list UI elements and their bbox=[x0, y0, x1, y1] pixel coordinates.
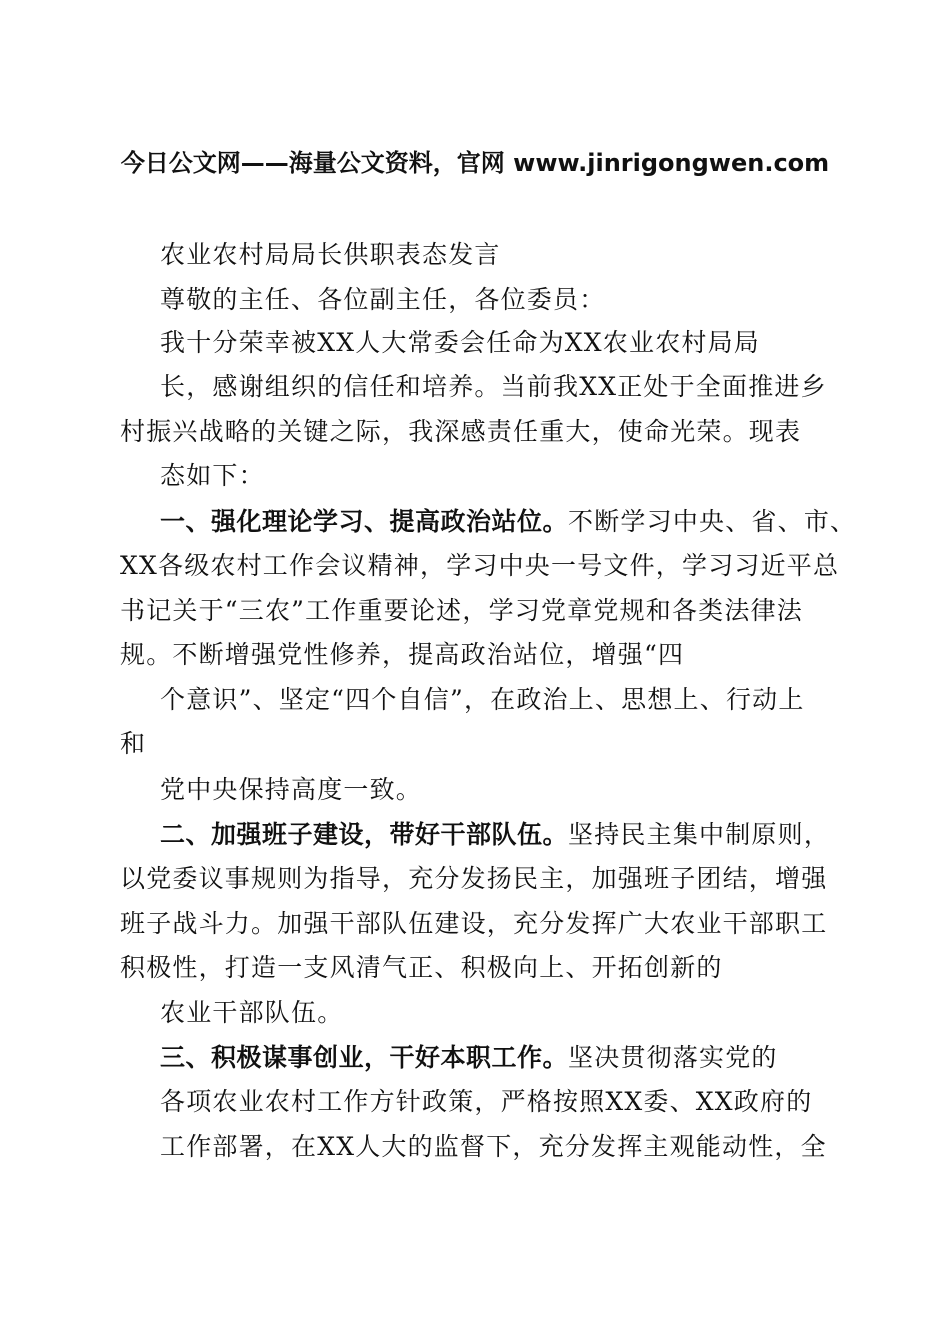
section3-first-rest: 坚决贯彻落实党的 bbox=[568, 1043, 778, 1072]
section2-line: 班子战斗力。加强干部队伍建设，充分发挥广大农业干部职工 bbox=[120, 909, 828, 938]
section1-line: 个意识”、坚定“四个自信”，在政治上、思想上、行动上 bbox=[160, 685, 805, 714]
section3-line: 工作部署，在XX人大的监督下，充分发挥主观能动性，全 bbox=[160, 1132, 827, 1161]
section1-first-rest: 不断学习中央、省、市、 bbox=[568, 507, 857, 536]
section1-line: XX各级农村工作会议精神，学习中央一号文件，学习习近平总 bbox=[120, 551, 840, 580]
site-header: 今日公文网——海量公文资料，官网 www.jinrigongwen.com bbox=[120, 149, 830, 177]
section1-line: 党中央保持高度一致。 bbox=[160, 775, 423, 804]
section1-heading: 一、强化理论学习、提高政治站位。 bbox=[160, 507, 569, 536]
section1-first-line bbox=[160, 505, 856, 539]
intro-line: 我十分荣幸被XX人大常委会任命为XX农业农村局局 bbox=[160, 328, 760, 357]
intro-line: 村振兴战略的关键之际，我深感责任重大，使命光荣。现表 bbox=[120, 417, 802, 446]
document-title: 农业农村局局长供职表态发言 bbox=[160, 240, 501, 269]
section2-first-line bbox=[160, 818, 830, 852]
salutation: 尊敬的主任、各位副主任，各位委员： bbox=[160, 285, 606, 314]
section1-line: 和 bbox=[120, 729, 147, 758]
section1-line: 规。不断增强党性修养，提高政治站位，增强“四 bbox=[120, 640, 685, 669]
section3-first-line bbox=[160, 1041, 778, 1075]
section2-line: 农业干部队伍。 bbox=[160, 998, 344, 1027]
section3-line: 各项农业农村工作方针政策，严格按照XX委、XX政府的 bbox=[160, 1087, 813, 1116]
section2-heading: 二、加强班子建设，带好干部队伍。 bbox=[160, 820, 569, 849]
intro-line: 长，感谢组织的信任和培养。当前我XX正处于全面推进乡 bbox=[160, 372, 827, 401]
section3-heading: 三、积极谋事创业，干好本职工作。 bbox=[160, 1043, 569, 1072]
section2-line: 积极性，打造一支风清气正、积极向上、开拓创新的 bbox=[120, 953, 723, 982]
section1-line: 书记关于“三农”工作重要论述，学习党章党规和各类法律法 bbox=[120, 596, 803, 625]
intro-line: 态如下： bbox=[160, 461, 265, 490]
section2-line: 以党委议事规则为指导，充分发扬民主，加强班子团结，增强 bbox=[120, 864, 828, 893]
section2-first-rest: 坚持民主集中制原则， bbox=[568, 820, 831, 849]
